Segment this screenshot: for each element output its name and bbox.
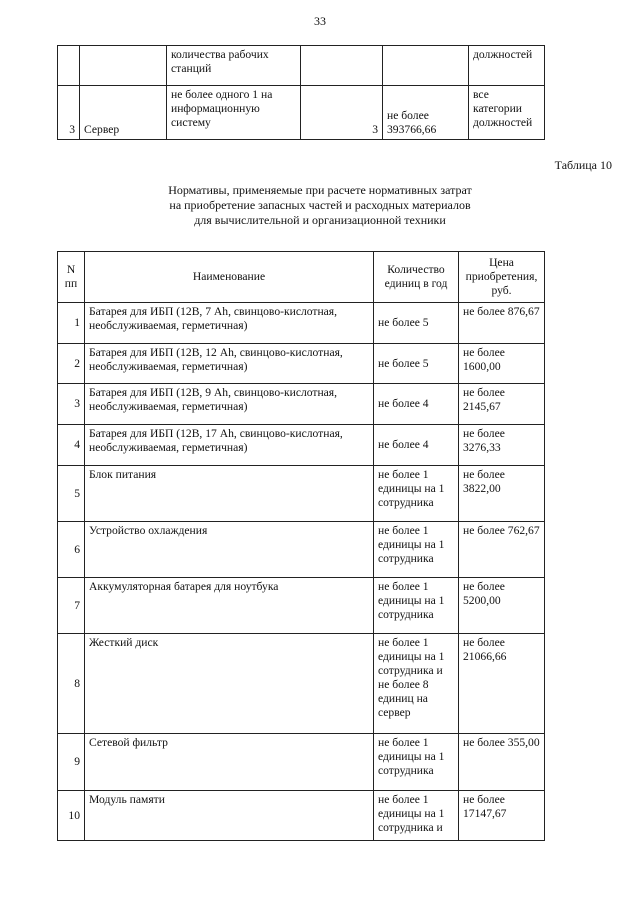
quantity-cell: не более 1 единицы на 1 сотрудника и не более 8 единиц на сервер (374, 634, 459, 734)
caption-line: на приобретение запасных частей и расходных материалов (169, 198, 471, 212)
table-row (58, 425, 545, 466)
quantity-cell: не более 1 единицы на 1 сотрудника (374, 466, 459, 522)
row-number-cell: 8 (58, 634, 85, 734)
row-number-cell: 3 (58, 384, 85, 425)
item-name-cell: Блок питания (85, 466, 374, 522)
item-name-cell: Сетевой фильтр (85, 734, 374, 791)
price-cell: не более 17147,67 (459, 791, 545, 841)
table-label: Таблица 10 (554, 158, 612, 172)
page-number: 33 (314, 14, 326, 28)
item-name-cell: Жесткий диск (85, 634, 374, 734)
quantity-cell: не более 1 единицы на 1 сотрудника (374, 578, 459, 634)
quantity-cell: 3 (301, 86, 383, 140)
top-table-continuation (57, 45, 545, 140)
price-cell: не более 393766,66 (383, 86, 469, 140)
quantity-cell (301, 46, 383, 86)
header-num: N пп (58, 252, 85, 303)
price-cell: не более 3276,33 (459, 425, 545, 466)
category-cell: все категории должностей (469, 86, 545, 140)
table-header-row (58, 252, 545, 303)
price-cell: не более 2145,67 (459, 384, 545, 425)
table-row (58, 734, 545, 791)
table-caption (0, 183, 640, 228)
row-number-cell: 6 (58, 522, 85, 578)
caption-line: для вычислительной и организационной техники (194, 213, 446, 227)
price-cell: не более 355,00 (459, 734, 545, 791)
table-row (58, 303, 545, 344)
item-name-cell: Батарея для ИБП (12В, 17 Ah, свинцово-кислотная, необслуживаемая, герметичная) (85, 425, 374, 466)
price-cell: не более 3822,00 (459, 466, 545, 522)
table-row (58, 578, 545, 634)
quantity-cell: не более 4 (374, 384, 459, 425)
quantity-cell: не более 1 единицы на 1 сотрудника и (374, 791, 459, 841)
row-number-cell: 5 (58, 466, 85, 522)
table-row (58, 384, 545, 425)
norms-table (57, 251, 545, 841)
table-row (58, 791, 545, 841)
table-row (58, 634, 545, 734)
caption-line: Нормативы, применяемые при расчете нормативных затрат (168, 183, 472, 197)
table-row (58, 466, 545, 522)
row-number-cell: 1 (58, 303, 85, 344)
price-cell: не более 762,67 (459, 522, 545, 578)
table-row (58, 344, 545, 384)
norm-cell: не более одного 1 на информационную систему (167, 86, 301, 140)
norm-cell: количества рабочих станций (167, 46, 301, 86)
item-name-cell: Устройство охлаждения (85, 522, 374, 578)
table-row (58, 522, 545, 578)
price-cell (383, 46, 469, 86)
header-name: Наименование (85, 252, 374, 303)
item-name-cell: Аккумуляторная батарея для ноутбука (85, 578, 374, 634)
row-number-cell: 2 (58, 344, 85, 384)
quantity-cell: не более 5 (374, 303, 459, 344)
category-cell: должностей (469, 46, 545, 86)
item-name-cell: Модуль памяти (85, 791, 374, 841)
quantity-cell: не более 4 (374, 425, 459, 466)
row-number-cell: 3 (58, 86, 80, 140)
quantity-cell: не более 1 единицы на 1 сотрудника (374, 734, 459, 791)
price-cell: не более 21066,66 (459, 634, 545, 734)
item-name-cell: Батарея для ИБП (12В, 12 Ah, свинцово-кислотная, необслуживаемая, герметичная) (85, 344, 374, 384)
header-quantity: Количество единиц в год (374, 252, 459, 303)
item-name-cell: Сервер (80, 86, 167, 140)
item-name-cell: Батарея для ИБП (12В, 7 Ah, свинцово-кислотная, необслуживаемая, герметичная) (85, 303, 374, 344)
header-price: Цена приобретения, руб. (459, 252, 545, 303)
item-name-cell (80, 46, 167, 86)
row-number-cell: 4 (58, 425, 85, 466)
row-number-cell: 9 (58, 734, 85, 791)
quantity-cell: не более 1 единицы на 1 сотрудника (374, 522, 459, 578)
price-cell: не более 5200,00 (459, 578, 545, 634)
row-number-cell: 7 (58, 578, 85, 634)
item-name-cell: Батарея для ИБП (12В, 9 Ah, свинцово-кислотная, необслуживаемая, герметичная) (85, 384, 374, 425)
quantity-cell: не более 5 (374, 344, 459, 384)
table-row (58, 46, 545, 86)
table-row (58, 86, 545, 140)
price-cell: не более 1600,00 (459, 344, 545, 384)
row-number-cell: 10 (58, 791, 85, 841)
row-number-cell (58, 46, 80, 86)
price-cell: не более 876,67 (459, 303, 545, 344)
